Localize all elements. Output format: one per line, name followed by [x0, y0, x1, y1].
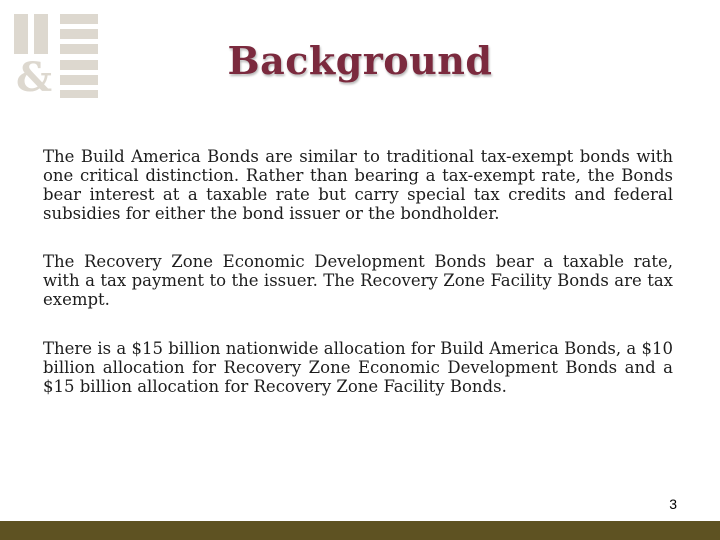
footer-bar — [0, 521, 720, 540]
paragraph-build-america-bonds: The Build America Bonds are similar to traditional tax-exempt bonds with one critical distinction. Rather than bearing a tax-exempt rate, the Bonds bear interest at a taxable rate but carry special tax credits and federal subsidies for either the bond issuer or the bondholder. — [43, 147, 673, 223]
slide-title: Background — [227, 38, 493, 83]
logo-ampersand: & — [16, 54, 53, 101]
paragraph-allocations: There is a $15 billion nationwide allocation for Build America Bonds, a $10 billion allocation for Recovery Zone Economic Development Bonds and a $15 billion allocation for Recovery Zone Facility Bonds. — [43, 339, 673, 396]
paragraph-recovery-zone-bonds: The Recovery Zone Economic Development Bonds bear a taxable rate, with a tax payment to the issuer. The Recovery Zone Facility Bonds are tax exempt. — [43, 252, 673, 309]
page-number: 3 — [669, 496, 677, 512]
